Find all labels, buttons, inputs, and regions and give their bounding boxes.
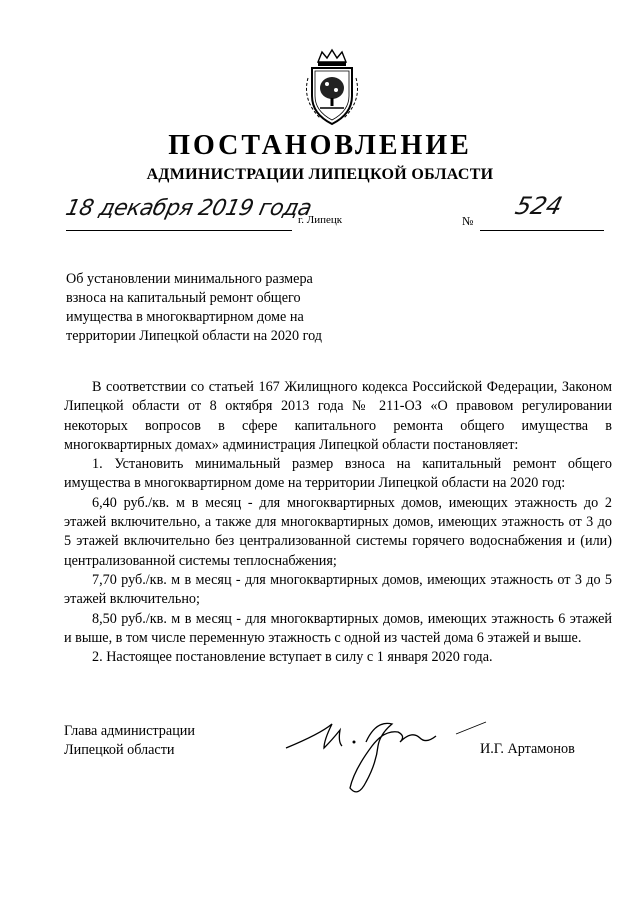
position-line: Глава администрации — [64, 723, 195, 739]
handwritten-date: 18 декабря 2019 года — [63, 196, 314, 221]
handwritten-signature — [280, 690, 500, 800]
body-paragraph: 7,70 руб./кв. м в месяц - для многоквартирных домов, имеющих этажность от 3 до 5 этажей включительно; — [64, 571, 612, 608]
position-line: Липецкой области — [64, 742, 175, 758]
number-underline — [480, 230, 604, 231]
city-label: г. Липецк — [298, 214, 343, 226]
subject-line: имущества в многоквартирном доме на — [66, 309, 304, 325]
body-paragraph: 6,40 руб./кв. м в месяц - для многоквартирных домов, имеющих этажность до 2 этажей включительно, а также для многоквартирных домов, имеющих этажность от 3 до 5 этажей включительно без централизованной системы горячего водоснабжения и (или) централизованной системы теплоснабжения; — [64, 494, 612, 569]
document-subtitle: АДМИНИСТРАЦИИ ЛИПЕЦКОЙ ОБЛАСТИ — [146, 166, 494, 183]
number-label: № — [462, 214, 474, 228]
date-underline — [66, 230, 292, 231]
handwritten-number: 524 — [512, 192, 566, 220]
coat-of-arms-icon — [300, 48, 364, 128]
body-paragraph: 1. Установить минимальный размер взноса на капитальный ремонт общего имущества в многоквартирном доме на территории Липецкой области на 2020 год: — [64, 456, 612, 492]
subject-line: взноса на капитальный ремонт общего — [66, 290, 301, 306]
subject-heading — [66, 270, 366, 346]
document-body — [64, 378, 612, 667]
subject-line: Об установлении минимального размера — [66, 271, 313, 287]
document-title: ПОСТАНОВЛЕНИЕ — [168, 130, 472, 161]
body-paragraph: В соответствии со статьей 167 Жилищного кодекса Российской Федерации, Законом Липецкой области от 8 октября 2013 года № 211-ОЗ «О правовом регулировании некоторых вопросов в сфере капитального ремонта общего имущества в многоквартирных домах» администрация Липецкой области постановляет: — [64, 379, 612, 453]
subject-line: территории Липецкой области на 2020 год — [66, 328, 323, 344]
signatory-name: И.Г. Артамонов — [480, 741, 575, 757]
body-paragraph: 8,50 руб./кв. м в месяц - для многоквартирных домов, имеющих этажность 6 этажей и выше, в том числе переменную этажность с одной из частей дома 6 этажей и выше. — [64, 610, 612, 646]
body-paragraph: 2. Настоящее постановление вступает в силу с 1 января 2020 года. — [92, 649, 493, 666]
signatory-position — [64, 722, 195, 760]
